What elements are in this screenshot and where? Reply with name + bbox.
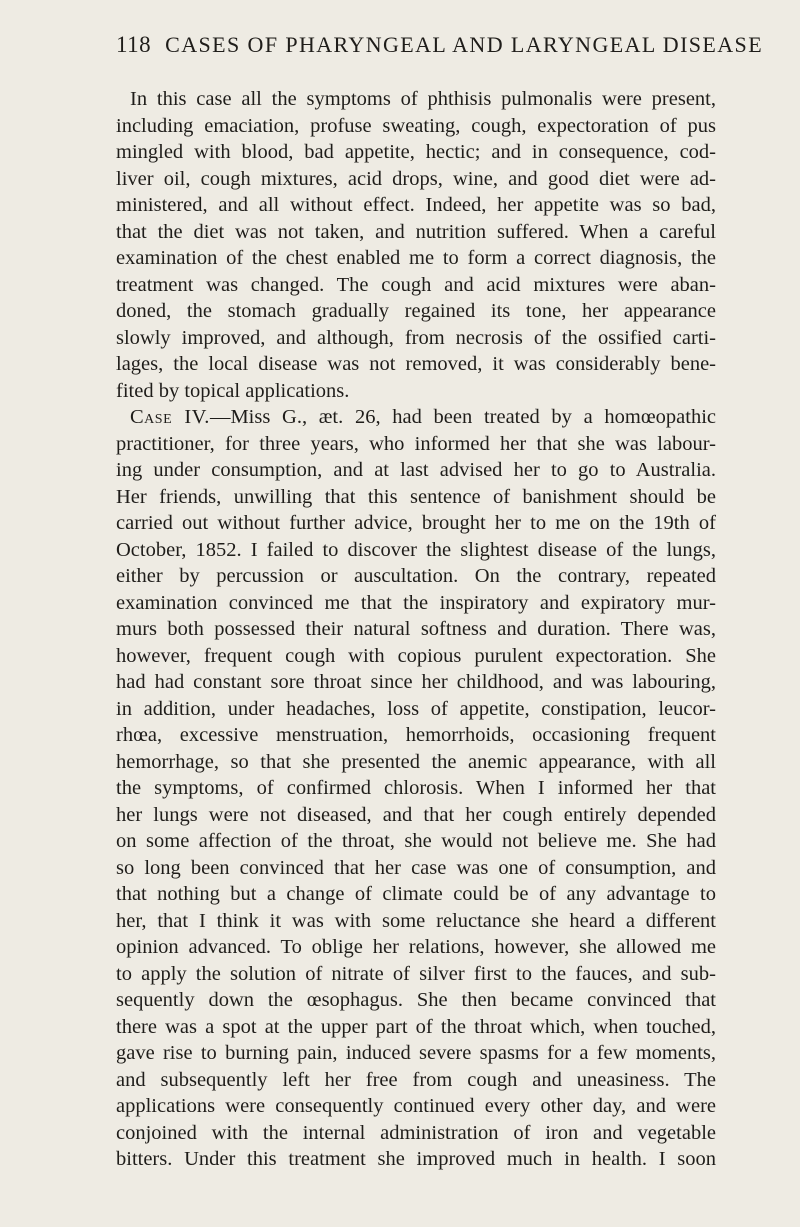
text-line: ing under consumption, and at last advised her to go to Australia. <box>116 459 716 481</box>
page-number: 118 <box>116 32 152 57</box>
running-header <box>116 30 764 60</box>
text-line: October, 1852. I failed to discover the slightest disease of the lungs, <box>116 538 716 561</box>
text-line: liver oil, cough mixtures, acid drops, wine, and good diet were ad- <box>116 167 716 190</box>
text-line: applications were consequently continued every other day, and were <box>116 1095 716 1117</box>
text-line: hemorrhage, so that she presented the anemic appearance, with all <box>116 750 716 773</box>
text-line: on some affection of the throat, she would not believe me. She had <box>116 830 716 852</box>
text-line: including emaciation, profuse sweating, cough, expectoration of pus <box>116 114 716 137</box>
case-heading-line <box>116 404 716 431</box>
text-line: the symptoms, of confirmed chlorosis. When I informed her that <box>116 777 716 799</box>
text-line: her lungs were not diseased, and that her cough entirely depended <box>116 803 716 826</box>
text-line: Her friends, unwilling that this sentence of banishment should be <box>116 485 716 508</box>
text-line: so long been convinced that her case was one of consumption, and <box>116 856 716 879</box>
text-line: In this case all the symptoms of phthisis pulmonalis were present, <box>130 88 716 110</box>
text-line: opinion advanced. To oblige her relations, however, she allowed me <box>116 936 716 958</box>
text-line: sequently down the œsophagus. She then became convinced that <box>116 989 716 1011</box>
text-line: had had constant sore throat since her childhood, and was labouring, <box>116 671 716 693</box>
case-label: Case IV. <box>130 406 210 428</box>
text-line: doned, the stomach gradually regained its tone, her appearance <box>116 300 716 322</box>
text-line: that the diet was not taken, and nutrition suffered. When a careful <box>116 220 716 243</box>
text-line: conjoined with the internal administration of iron and vegetable <box>116 1121 716 1144</box>
text-line: practitioner, for three years, who informed her that she was labour- <box>116 432 716 455</box>
body-text <box>116 86 716 1173</box>
text-line: rhœa, excessive menstruation, hemorrhoids, occasioning frequent <box>116 724 716 746</box>
text-line: examination convinced me that the inspiratory and expiratory mur- <box>116 591 716 614</box>
text-line: ministered, and all without effect. Indeed, her appetite was so bad, <box>116 194 716 216</box>
text-line: bitters. Under this treatment she improved much in health. I soon <box>116 1148 716 1170</box>
text-line: there was a spot at the upper part of the throat which, when touched, <box>116 1015 716 1038</box>
text-line-rest: —Miss G., æt. 26, had been treated by a homœopathic <box>209 406 716 428</box>
text-line: examination of the chest enabled me to form a correct diagnosis, the <box>116 247 716 269</box>
text-line: murs both possessed their natural softness and duration. There was, <box>116 618 716 640</box>
text-line: in addition, under headaches, loss of appetite, constipation, leucor- <box>116 697 716 720</box>
text-line: slowly improved, and although, from necrosis of the ossified carti- <box>116 326 716 349</box>
text-line: and subsequently left her free from cough and uneasiness. The <box>116 1068 716 1091</box>
text-line: fited by topical applications. <box>116 379 350 402</box>
text-line: mingled with blood, bad appetite, hectic; and in consequence, cod- <box>116 141 716 163</box>
text-line: her, that I think it was with some reluctance she heard a different <box>116 909 716 932</box>
text-line: to apply the solution of nitrate of silver first to the fauces, and sub- <box>116 962 716 985</box>
text-line: that nothing but a change of climate could be of any advantage to <box>116 883 716 905</box>
text-line: however, frequent cough with copious purulent expectoration. She <box>116 644 716 667</box>
running-title: CASES OF PHARYNGEAL AND LARYNGEAL DISEASE <box>165 32 764 57</box>
text-line: gave rise to burning pain, induced severe spasms for a few moments, <box>116 1042 716 1064</box>
text-line: treatment was changed. The cough and acid mixtures were aban- <box>116 273 716 296</box>
text-line: carried out without further advice, brought her to me on the 19th of <box>116 512 716 534</box>
text-line: either by percussion or auscultation. On the contrary, repeated <box>116 565 716 587</box>
text-line: lages, the local disease was not removed, it was considerably bene- <box>116 353 716 375</box>
